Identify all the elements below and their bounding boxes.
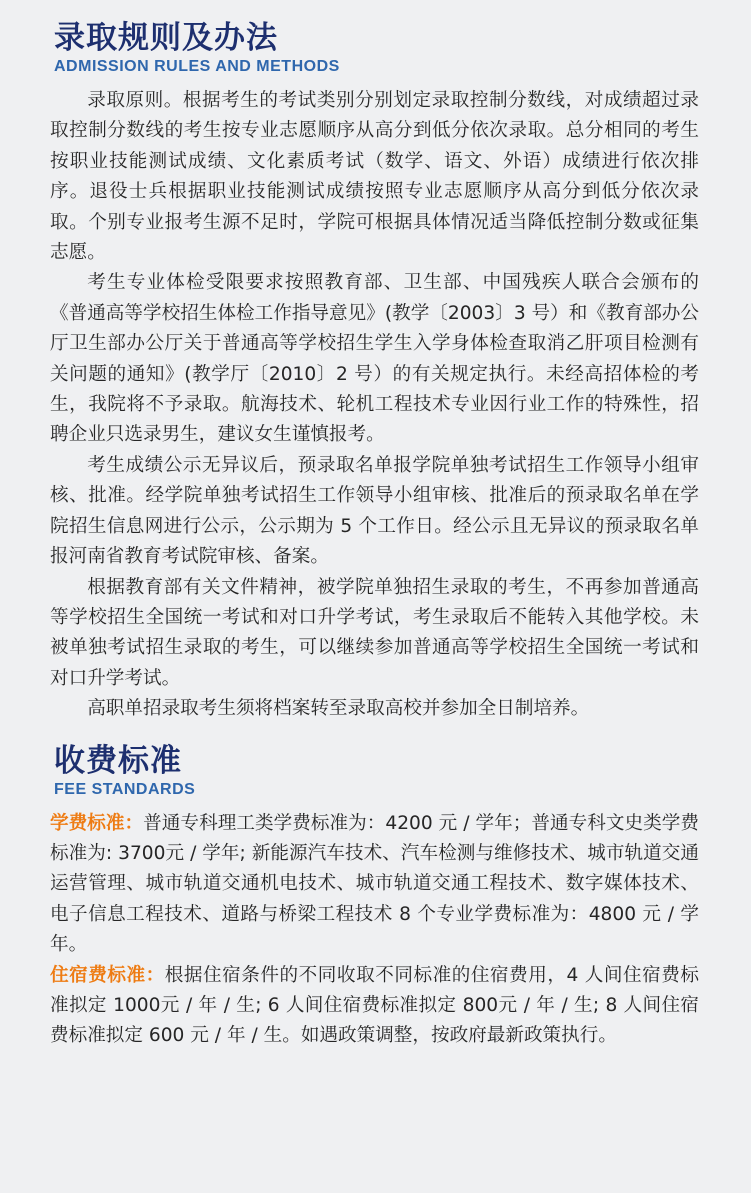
admission-paragraph: 根据教育部有关文件精神，被学院单独招生录取的考生，不再参加普通高等学校招生全国统一考试和对口升学考试，考生录取后不能转入其他学校。未被单独考试招生录取的考生，可以继续参加普通高等学校招生全国统一考试和对口升学考试。 bbox=[50, 576, 699, 689]
admission-paragraph: 录取原则。根据考生的考试类别分别划定录取控制分数线，对成绩超过录取控制分数线的考生按专业志愿顺序从高分到低分依次录取。总分相同的考生按职业技能测试成绩、文化素质考试（数学、语文、外语）成绩进行依次排序。退役士兵根据职业技能测试成绩按照专业志愿顺序从高分到低分依次录取。个别专业报考生源不足时，学院可根据具体情况适当降低控制分数或征集志愿。 bbox=[50, 90, 699, 264]
tuition-text: 普通专科理工类学费标准为：4200 元 / 学年；普通专科文史类学费标准为: 3700元 / 学年; 新能源汽车技术、汽车检测与维修技术、城市轨道交通运营管理、城市轨道交通机电技术、城市轨道交通工程技术、数字媒体技术、电子信息工程技术、道路与桥梁工程技术 8 个专业学费标准为：4800 元 / 学年。 bbox=[50, 812, 699, 956]
lodging-text: 根据住宿条件的不同收取不同标准的住宿费用，4 人间住宿费标准拟定 1000元 / 年 / 生; 6 人间住宿费标准拟定 800元 / 年 / 生; 8 人间住宿费标准拟定 600 元 / 年 / 生。如遇政策调整，按政府最新政策执行。 bbox=[50, 964, 699, 1047]
fees-title: 收费标准 bbox=[54, 742, 182, 779]
admission-paragraph: 考生专业体检受限要求按照教育部、卫生部、中国残疾人联合会颁布的《普通高等学校招生体检工作指导意见》(教学〔2003〕3 号）和《教育部办公厅卫生部办公厅关于普通高等学校招生学生入学身体检查取消乙肝项目检测有关问题的通知》(教学厅〔2010〕2 号）的有关规定执行。未经高招体检的考生，我院将不予录取。航海技术、轮机工程技术专业因行业工作的特殊性，招聘企业只选录男生，建议女生谨慎报考。 bbox=[50, 272, 699, 446]
fees-subtitle: FEE STANDARDS bbox=[54, 780, 196, 798]
lodging-label: 住宿费标准： bbox=[50, 964, 165, 986]
admission-paragraph: 高职单招录取考生须将档案转至录取高校并参加全日制培养。 bbox=[87, 698, 590, 720]
admission-title: 录取规则及办法 bbox=[54, 20, 278, 56]
lodging-paragraph bbox=[50, 961, 699, 1052]
tuition-label: 学费标准： bbox=[50, 812, 144, 834]
admission-subtitle: ADMISSION RULES AND METHODS bbox=[54, 58, 340, 75]
fees-section bbox=[50, 741, 699, 1052]
tuition-paragraph bbox=[50, 809, 699, 961]
admission-section bbox=[50, 18, 699, 725]
admission-paragraph: 考生成绩公示无异议后，预录取名单报学院单独考试招生工作领导小组审核、批准。经学院单独考试招生工作领导小组审核、批准后的预录取名单在学院招生信息网进行公示，公示期为 5 个工作日。经公示且无异议的预录取名单报河南省教育考试院审核、备案。 bbox=[50, 454, 699, 568]
